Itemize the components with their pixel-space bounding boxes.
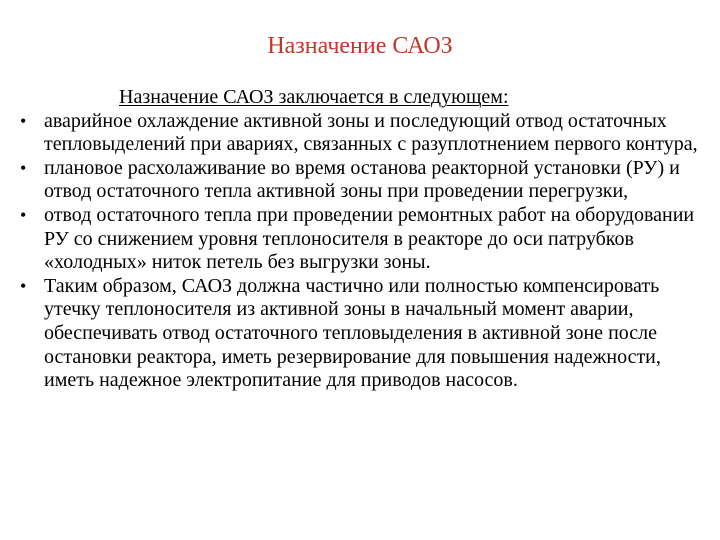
slide-body — [18, 86, 698, 393]
list-item — [18, 110, 698, 157]
bullet-icon: • — [20, 157, 27, 178]
slide-title: Назначение САОЗ — [267, 33, 453, 59]
list-item — [18, 157, 698, 204]
bullet-text: аварийное охлаждение активной зоны и последующий отвод остаточных тепловыделений при авариях, связанных с разуплотнением первого контура, — [44, 109, 698, 156]
intro-text: Назначение САОЗ заключается в следующем: — [119, 86, 509, 108]
bullet-icon: • — [20, 275, 27, 296]
bullet-list — [18, 110, 698, 393]
list-item — [18, 275, 698, 393]
bullet-icon: • — [20, 110, 27, 131]
list-item — [18, 204, 698, 275]
bullet-text: Таким образом, САОЗ должна частично или полностью компенсировать утечку теплоносителя из активной зоны в начальный момент аварии, обеспечивать отвод остаточного тепловыделения в активной зоне после остановки реактора, иметь резервирование для повышения надежности, иметь надежное электропитание для приводов насосов. — [44, 274, 661, 392]
bullet-icon: • — [20, 204, 27, 225]
bullet-text: плановое расхолаживание во время останова реакторной установки (РУ) и отвод остаточного тепла активной зоны при проведении перегрузки, — [44, 156, 680, 203]
bullet-text: отвод остаточного тепла при проведении ремонтных работ на оборудовании РУ со снижением уровня теплоносителя в реакторе до оси патрубков «холодных» ниток петель без выгрузки зоны. — [44, 203, 695, 274]
